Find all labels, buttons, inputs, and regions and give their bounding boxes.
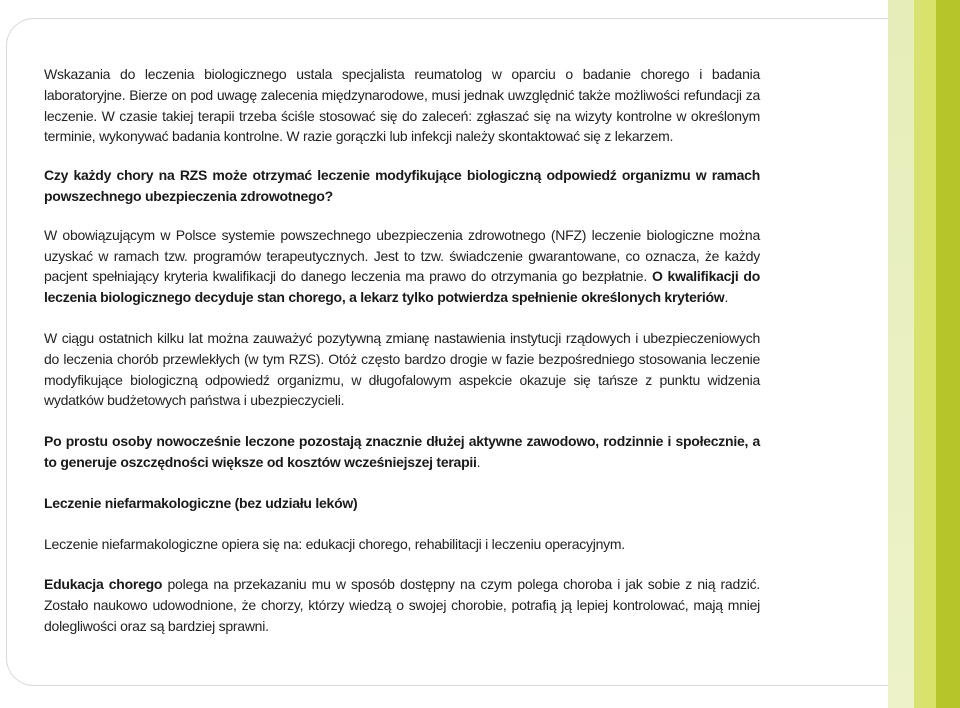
education-term: Edukacja chorego: [44, 576, 163, 593]
paragraph-indications: Wskazania do leczenia biologicznego ustala specjalista reumatolog w oparciu o badanie chorego i badania laboratoryjne. Bierze on pod uwagę zalecenia międzynarodowe, musi jednak uwzględnić także możliwości refundacji za leczenie. W czasie takiej terapii trzeba ściśle stosować się do zaleceń: zgłaszać się na wizyty kontrolne w określonym terminie, wykonywać badania kontrolne. W razie gorączki lub infekcji należy skontaktować się z lekarzem.: [44, 66, 760, 145]
education-text: polega na przekazaniu mu w sposób dostępny na czym polega choroba i jak sobie z nią radzić. Zostało naukowo udowodnione, że chorzy, którzy wiedzą o swojej chorobie, potrafią ją lepiej kontrolować, mają mniej dolegliwości oraz są bardziej sprawni.: [44, 576, 761, 634]
paragraph-nfz: [44, 225, 760, 308]
paragraph-savings: [44, 431, 760, 473]
nfz-text: W obowiązującym w Polsce systemie powszechnego ubezpieczenia zdrowotnego (NFZ) leczenie biologiczne można uzyskać w ramach tzw. programów terapeutycznych. Jest to tzw. świadczenie gwarantowane, co oznacza, że każdy pacjent spełniający kryteria kwalifikacji do danego leczenia ma prawo do otrzymania go bezpłatnie.: [44, 226, 760, 285]
nfz-period: .: [724, 289, 729, 306]
savings-bold-text: Po prostu osoby nowocześnie leczone pozostają znacznie dłużej aktywne zawodowo, rodzinnie i społecznie, a to generuje oszczędności większe od kosztów wcześniejszej terapii: [44, 433, 760, 470]
section-heading-text: Leczenie niefarmakologiczne (bez udziału leków): [44, 494, 358, 511]
question-heading: [44, 165, 760, 207]
section-heading: [44, 493, 760, 514]
nfz-bold-text: O kwalifikacji do leczenia biologicznego decyduje stan chorego, a lekarz tylko potwierdza spełnienie określonych kryteriów: [44, 268, 761, 306]
page-number: 10: [840, 22, 866, 52]
paragraph-nonpharma: Leczenie niefarmakologiczne opiera się na: edukacji chorego, rehabilitacji i leczeniu operacyjnym.: [44, 535, 625, 552]
question-text: Czy każdy chory na RZS może otrzymać leczenie modyfikujące biologiczną odpowiedź organizmu w ramach powszechnego ubezpieczenia zdrowotnego?: [44, 167, 760, 204]
decorative-stripe-light: [888, 0, 914, 708]
decorative-stripe-mid: [914, 0, 936, 708]
savings-period: .: [476, 453, 481, 470]
paragraph-education: [44, 574, 760, 636]
decorative-stripe-dark: [936, 0, 960, 708]
document-body: [44, 64, 760, 637]
paragraph-policy-change: W ciągu ostatnich kilku lat można zauważyć pozytywną zmianę nastawienia instytucji rządowych i ubezpieczeniowych do leczenia chorób przewlekłych (w tym RZS). Otóż często bardzo drogie w fazie bezpośredniego stosowania leczenie modyfikujące biologiczną odpowiedź organizmu, w długofalowym aspekcie okazuje się tańsze z punktu widzenia wydatków budżetowych państwa i ubezpieczycieli.: [44, 329, 760, 409]
